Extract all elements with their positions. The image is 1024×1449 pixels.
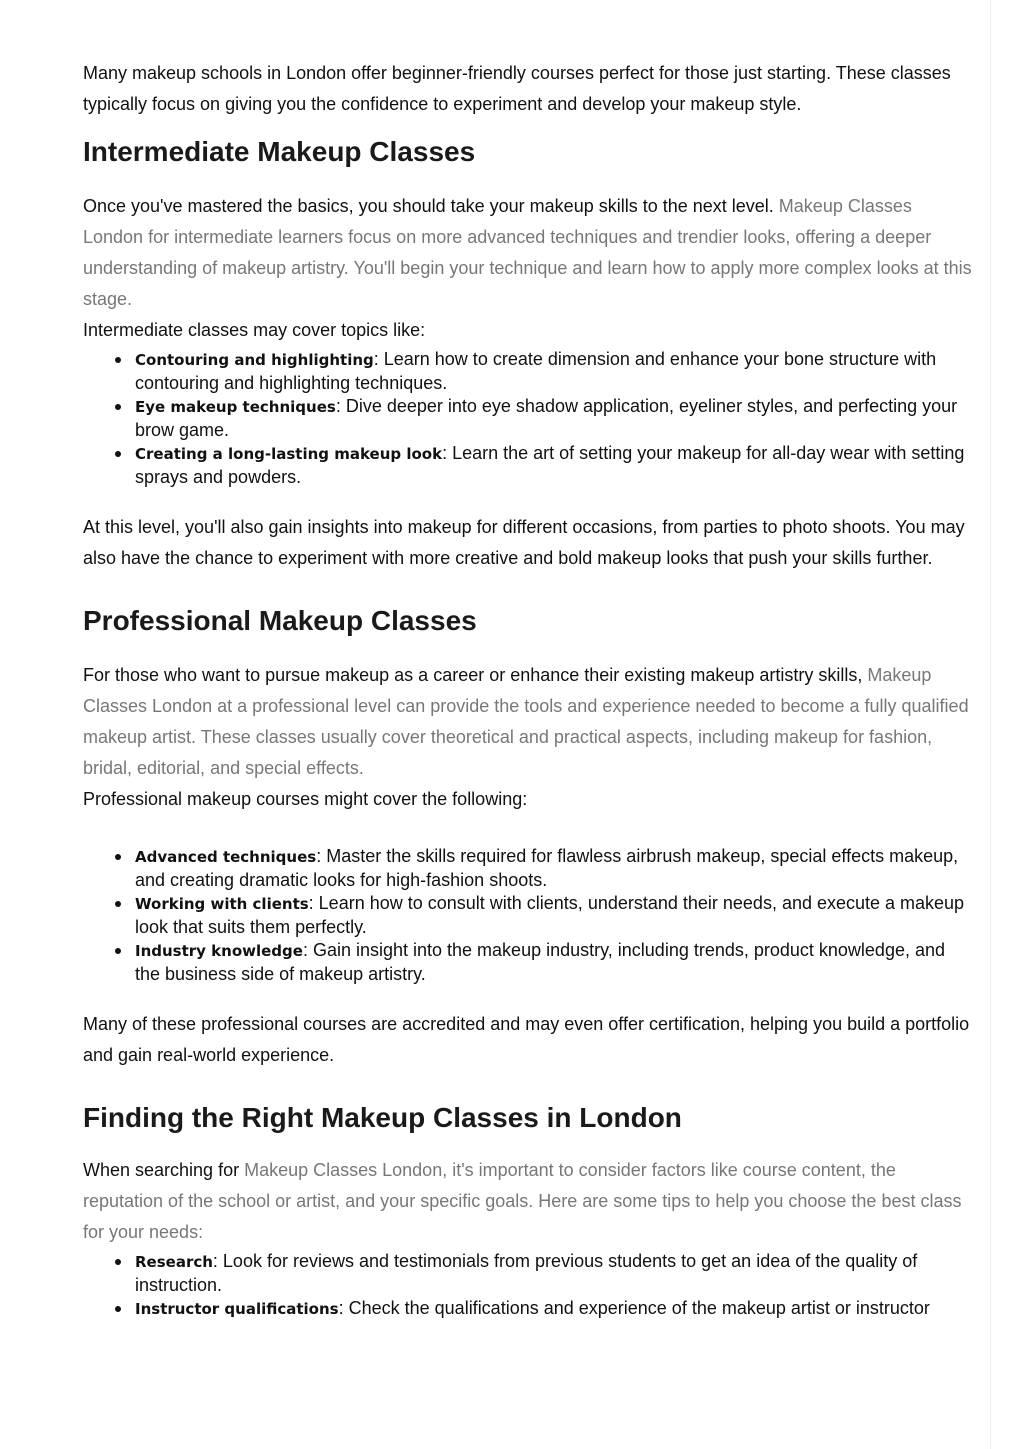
professional-topic-list — [83, 845, 975, 986]
intermediate-heading: Intermediate Makeup Classes — [83, 136, 476, 167]
finding-heading: Finding the Right Makeup Classes in London — [83, 1102, 682, 1133]
professional-link-text[interactable]: Makeup Classes London at a professional level can provide the tools and experience needed to become a fully qualified makeup artist. These classes usually cover theoretical and practical aspects, including makeup for fashion, bridal, editorial, and special effects. — [83, 665, 969, 778]
list-item-term: Working with clients — [135, 895, 309, 913]
list-item — [135, 845, 975, 892]
list-item-desc: : Gain insight into the makeup industry, including trends, product knowledge, and the business side of makeup artistry. — [135, 940, 946, 984]
list-item-desc: : Check the qualifications and experience of the makeup artist or instructor — [338, 1298, 930, 1318]
intermediate-paragraph — [83, 191, 975, 315]
list-item-term: Industry knowledge — [135, 942, 303, 960]
professional-closing-paragraph: Many of these professional courses are accredited and may even offer certification, helping you build a portfolio and gain real-world experience. — [83, 1014, 970, 1065]
intro-paragraph: Many makeup schools in London offer beginner-friendly courses perfect for those just starting. These classes typically focus on giving you the confidence to experiment and develop your makeup style. — [83, 63, 951, 114]
finding-paragraph — [83, 1155, 975, 1248]
article-body — [83, 58, 975, 1321]
list-item-term: Research — [135, 1253, 213, 1271]
list-item — [135, 939, 975, 986]
intermediate-list-intro: Intermediate classes may cover topics like: — [83, 320, 426, 340]
intermediate-paragraph-lead: Once you've mastered the basics, you should take your makeup skills to the next level. — [83, 196, 779, 216]
list-item-term: Creating a long-lasting makeup look — [135, 445, 443, 463]
list-item — [135, 1297, 975, 1321]
intermediate-link-text[interactable]: Makeup Classes London for intermediate learners focus on more advanced techniques and trendier looks, offering a deeper understanding of makeup artistry. You'll begin your technique and learn how to apply more complex looks at this stage. — [83, 196, 972, 309]
finding-paragraph-lead: When searching for — [83, 1160, 245, 1180]
list-item-term: Instructor qualifications — [135, 1300, 339, 1318]
professional-list-intro: Professional makeup courses might cover the following: — [83, 789, 528, 809]
list-item-term: Advanced techniques — [135, 848, 317, 866]
list-item-desc: : Learn how to create dimension and enhance your bone structure with contouring and highlighting techniques. — [135, 349, 937, 393]
page-edge-divider — [990, 0, 991, 1449]
list-item — [135, 395, 975, 442]
list-item-desc: : Dive deeper into eye shadow application, eyeliner styles, and perfecting your brow game. — [135, 396, 958, 440]
professional-heading: Professional Makeup Classes — [83, 605, 477, 636]
list-item-desc: : Master the skills required for flawless airbrush makeup, special effects makeup, and creating dramatic looks for high-fashion shoots. — [135, 846, 959, 890]
list-item — [135, 892, 975, 939]
professional-paragraph-lead: For those who want to pursue makeup as a career or enhance their existing makeup artistry skills, — [83, 665, 868, 685]
finding-link-text[interactable]: Makeup Classes London, it's important to consider factors like course content, the reputation of the school or artist, and your specific goals. Here are some tips to help you choose the best class for your needs: — [83, 1160, 962, 1242]
list-item-desc: : Learn the art of setting your makeup for all-day wear with setting sprays and powders. — [135, 443, 965, 487]
intermediate-topic-list — [83, 348, 975, 489]
list-item-term: Eye makeup techniques — [135, 398, 336, 416]
list-item-term: Contouring and highlighting — [135, 351, 374, 369]
professional-paragraph — [83, 660, 975, 784]
list-item-desc: : Learn how to consult with clients, understand their needs, and execute a makeup look that suits them perfectly. — [135, 893, 965, 937]
finding-tips-list — [83, 1250, 975, 1321]
list-item — [135, 1250, 975, 1297]
list-item — [135, 348, 975, 395]
list-item-desc: : Look for reviews and testimonials from previous students to get an idea of the quality of instruction. — [135, 1251, 918, 1295]
list-item — [135, 442, 975, 489]
intermediate-closing-paragraph: At this level, you'll also gain insights into makeup for different occasions, from parties to photo shoots. You may also have the chance to experiment with more creative and bold makeup looks that push your skills further. — [83, 517, 965, 568]
